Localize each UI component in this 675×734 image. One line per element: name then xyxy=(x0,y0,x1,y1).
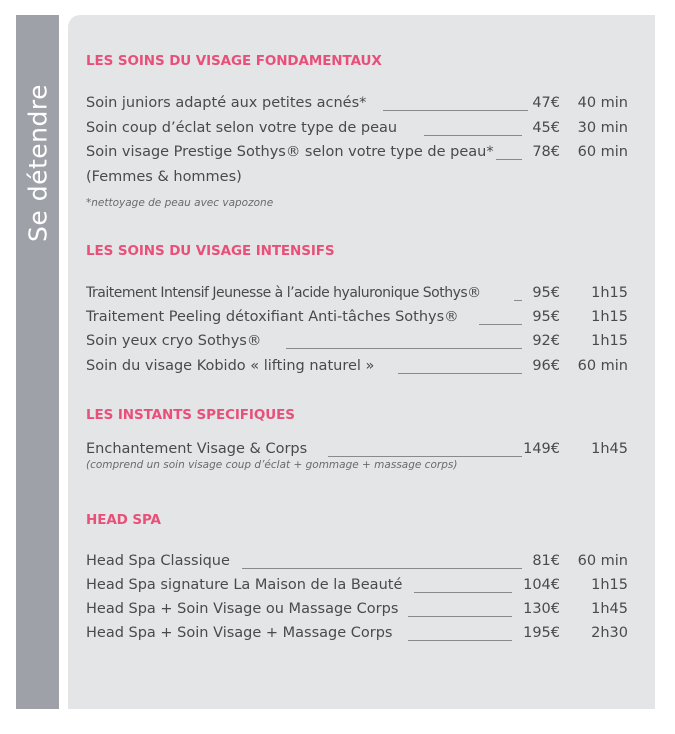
item-label: Soin yeux cryo Sothys® xyxy=(86,333,262,349)
leader-line xyxy=(383,110,528,111)
leader-line xyxy=(408,640,512,641)
leader-line xyxy=(496,159,522,160)
item-price: 95€ xyxy=(532,309,560,325)
item-label: Soin juniors adapté aux petites acnés* xyxy=(86,95,367,111)
price-row xyxy=(86,120,630,140)
item-price: 149€ xyxy=(523,441,560,457)
item-price: 81€ xyxy=(532,553,560,569)
section-title-visage-fondamentaux: LES SOINS DU VISAGE FONDAMENTAUX xyxy=(86,53,382,69)
leader-line xyxy=(242,568,522,569)
item-label: Enchantement Visage & Corps xyxy=(86,441,308,457)
item-price: 95€ xyxy=(532,285,560,301)
item-label: Soin visage Prestige Sothys® selon votre type de peau* xyxy=(86,144,494,160)
item-label: Soin coup d’éclat selon votre type de peau xyxy=(86,120,398,136)
item-note: (comprend un soin visage coup d’éclat + gommage + massage corps) xyxy=(86,459,458,471)
item-duration: 60 min xyxy=(577,553,628,569)
price-list-panel xyxy=(68,15,655,709)
item-label: Head Spa Classique xyxy=(86,553,230,569)
item-price: 96€ xyxy=(532,358,560,374)
item-duration: 30 min xyxy=(577,120,628,136)
section-title-instants-specifiques: LES INSTANTS SPECIFIQUES xyxy=(86,407,295,423)
leader-line xyxy=(398,373,522,374)
item-price: 195€ xyxy=(523,625,560,641)
item-duration: 2h30 xyxy=(591,625,628,641)
price-row xyxy=(86,358,630,378)
item-label: Soin du visage Kobido « lifting naturel » xyxy=(86,358,375,374)
item-label: Head Spa signature La Maison de la Beauté xyxy=(86,577,403,593)
item-price: 104€ xyxy=(523,577,560,593)
item-duration: 1h15 xyxy=(591,309,628,325)
item-note: *nettoyage de peau avec vapozone xyxy=(86,197,274,209)
item-duration: 40 min xyxy=(577,95,628,111)
price-row xyxy=(86,625,630,645)
item-duration: 60 min xyxy=(577,144,628,160)
item-price: 78€ xyxy=(532,144,560,160)
item-price: 47€ xyxy=(532,95,560,111)
price-row xyxy=(86,144,630,164)
leader-line xyxy=(408,616,512,617)
item-duration: 1h15 xyxy=(591,577,628,593)
section-title-visage-intensifs: LES SOINS DU VISAGE INTENSIFS xyxy=(86,243,335,259)
item-label: Head Spa + Soin Visage ou Massage Corps xyxy=(86,601,399,617)
item-label: Head Spa + Soin Visage + Massage Corps xyxy=(86,625,393,641)
item-subline: (Femmes & hommes) xyxy=(86,169,242,185)
item-label: Traitement Peeling détoxifiant Anti-tâches Sothys® xyxy=(86,309,459,325)
price-row xyxy=(86,441,630,461)
leader-line xyxy=(328,456,522,457)
price-row xyxy=(86,285,630,305)
item-price: 92€ xyxy=(532,333,560,349)
leader-line xyxy=(414,592,512,593)
leader-line xyxy=(286,348,522,349)
price-row xyxy=(86,553,630,573)
item-label: Traitement Intensif Jeunesse à l’acide hyaluronique Sothys® xyxy=(86,285,481,301)
section-title-head-spa: HEAD SPA xyxy=(86,512,161,528)
sidebar xyxy=(16,15,59,709)
item-duration: 1h45 xyxy=(591,601,628,617)
leader-line xyxy=(479,324,522,325)
sidebar-title: Se détendre xyxy=(23,84,52,242)
leader-line xyxy=(424,135,522,136)
item-price: 45€ xyxy=(532,120,560,136)
item-price: 130€ xyxy=(523,601,560,617)
price-row xyxy=(86,577,630,597)
item-duration: 1h45 xyxy=(591,441,628,457)
price-row xyxy=(86,601,630,621)
item-duration: 1h15 xyxy=(591,285,628,301)
price-row xyxy=(86,95,630,115)
item-duration: 1h15 xyxy=(591,333,628,349)
price-row xyxy=(86,333,630,353)
leader-line xyxy=(514,300,522,301)
price-row xyxy=(86,309,630,329)
item-duration: 60 min xyxy=(577,358,628,374)
